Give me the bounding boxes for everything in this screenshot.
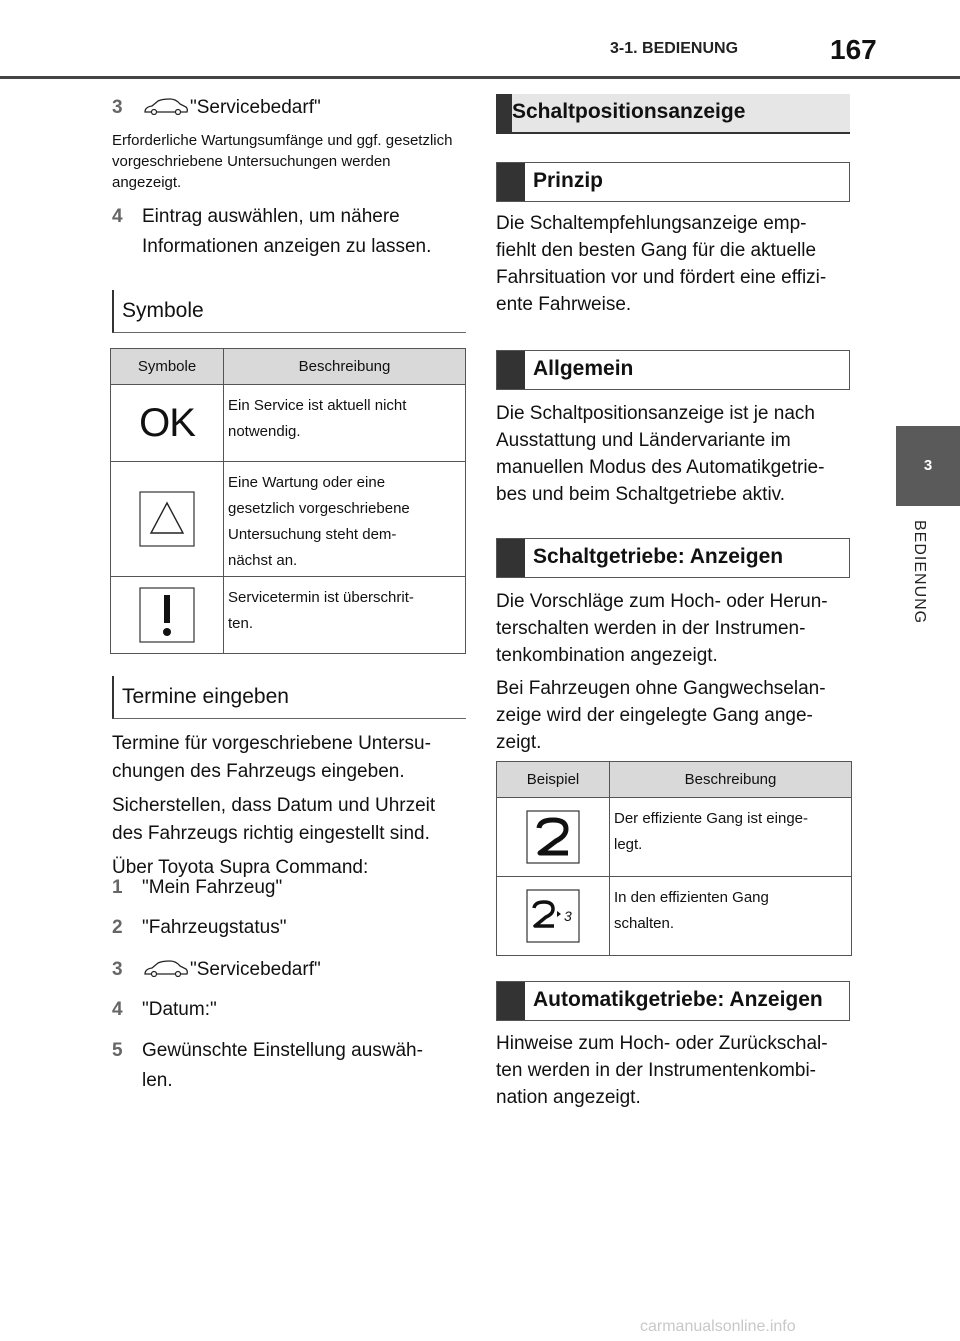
schaltgetriebe-text: Die Vorschläge zum Hoch- oder Herun- terschalten werden in der Instrumen- tenkombination angezeigt. Bei Fahrzeugen ohne Gangwechselan- zeige wird der eingelegte Gang ange- zeigt.	[496, 591, 828, 753]
chapter-tab: 3	[896, 426, 960, 506]
step-4-eintrag: 4 Eintrag auswählen, um nähere Informationen anzeigen zu lassen.	[112, 206, 432, 257]
heading-schaltpositionsanzeige: Schaltpositionsanzeige	[496, 94, 850, 134]
section-title: 3-1. BEDIENUNG	[610, 40, 739, 57]
table-header-beispiel: Beispiel	[497, 762, 610, 798]
car-icon	[142, 959, 190, 977]
table-header-beschreibung: Beschreibung	[224, 349, 466, 385]
servicebedarf-description: Erforderliche Wartungsumfänge und ggf. gesetzlich vorgeschriebene Untersuchungen werden angezeigt.	[112, 132, 453, 191]
list-item: 5 Gewünschte Einstellung auswäh- len.	[112, 1040, 423, 1091]
automatikgetriebe-text: Hinweise zum Hoch- oder Zurückschal- ten werden in der Instrumentenkombi- nation angezeigt.	[496, 1033, 828, 1108]
triangle-warning-icon	[139, 491, 195, 547]
termine-text: Termine für vorgeschriebene Untersu- chungen des Fahrzeugs eingeben. Sicherstellen, dass Datum und Uhrzeit des Fahrzeugs richtig eingestellt sind. Über Toyota Supra Command:	[112, 733, 436, 878]
watermark-url: carmanualsonline.info	[640, 1318, 796, 1335]
allgemein-text: Die Schaltpositionsanzeige ist je nach Ausstattung und Ländervariante im manuellen Modus des Automatikgetrie- bes und beim Schaltgetriebe aktiv.	[496, 403, 825, 505]
list-item: 4 "Datum:"	[112, 999, 217, 1020]
gear-examples-table	[496, 761, 852, 956]
header-rule	[0, 76, 960, 79]
chapter-label: BEDIENUNG	[911, 520, 928, 625]
list-item: 1 "Mein Fahrzeug"	[112, 877, 283, 898]
ok-symbol: OK	[139, 400, 195, 445]
table-row: OK Ein Service ist aktuell nicht notwendig.	[111, 385, 466, 462]
list-item: 2 "Fahrzeugstatus"	[112, 917, 287, 938]
table-row: Der effiziente Gang ist einge- legt.	[497, 798, 852, 877]
table-header-symbole: Symbole	[111, 349, 224, 385]
table-row: 3 In den effizienten Gang schalten.	[497, 877, 852, 956]
gear-2-to-3-icon	[526, 889, 580, 943]
heading-symbole: Symbole	[112, 290, 466, 333]
symbols-table	[110, 348, 466, 654]
step-3-servicebedarf: 3 "Servicebedarf"	[112, 97, 321, 118]
page-number: 167	[830, 34, 877, 65]
steps-list	[112, 874, 472, 1096]
svg-text:3: 3	[564, 908, 572, 924]
heading-automatikgetriebe: Automatikgetriebe: Anzeigen	[496, 981, 850, 1021]
table-header-beschreibung: Beschreibung	[610, 762, 852, 798]
prinzip-text: Die Schaltempfehlungsanzeige emp- fiehlt den besten Gang für die aktuelle Fahrsituation vor und fördert eine effizi- ente Fahrweise.	[496, 213, 827, 315]
heading-termine: Termine eingeben	[112, 676, 466, 719]
list-item: 3 "Servicebedarf"	[112, 959, 321, 980]
table-row: Eine Wartung oder eine gesetzlich vorgeschriebene Untersuchung steht dem- nächst an.	[111, 462, 466, 577]
table-row: Servicetermin ist überschrit- ten.	[111, 577, 466, 654]
gear-2-icon	[526, 810, 580, 864]
exclamation-icon	[139, 587, 195, 643]
car-icon	[142, 97, 190, 115]
heading-schaltgetriebe: Schaltgetriebe: Anzeigen	[496, 538, 850, 578]
heading-prinzip: Prinzip	[496, 162, 850, 202]
heading-allgemein: Allgemein	[496, 350, 850, 390]
